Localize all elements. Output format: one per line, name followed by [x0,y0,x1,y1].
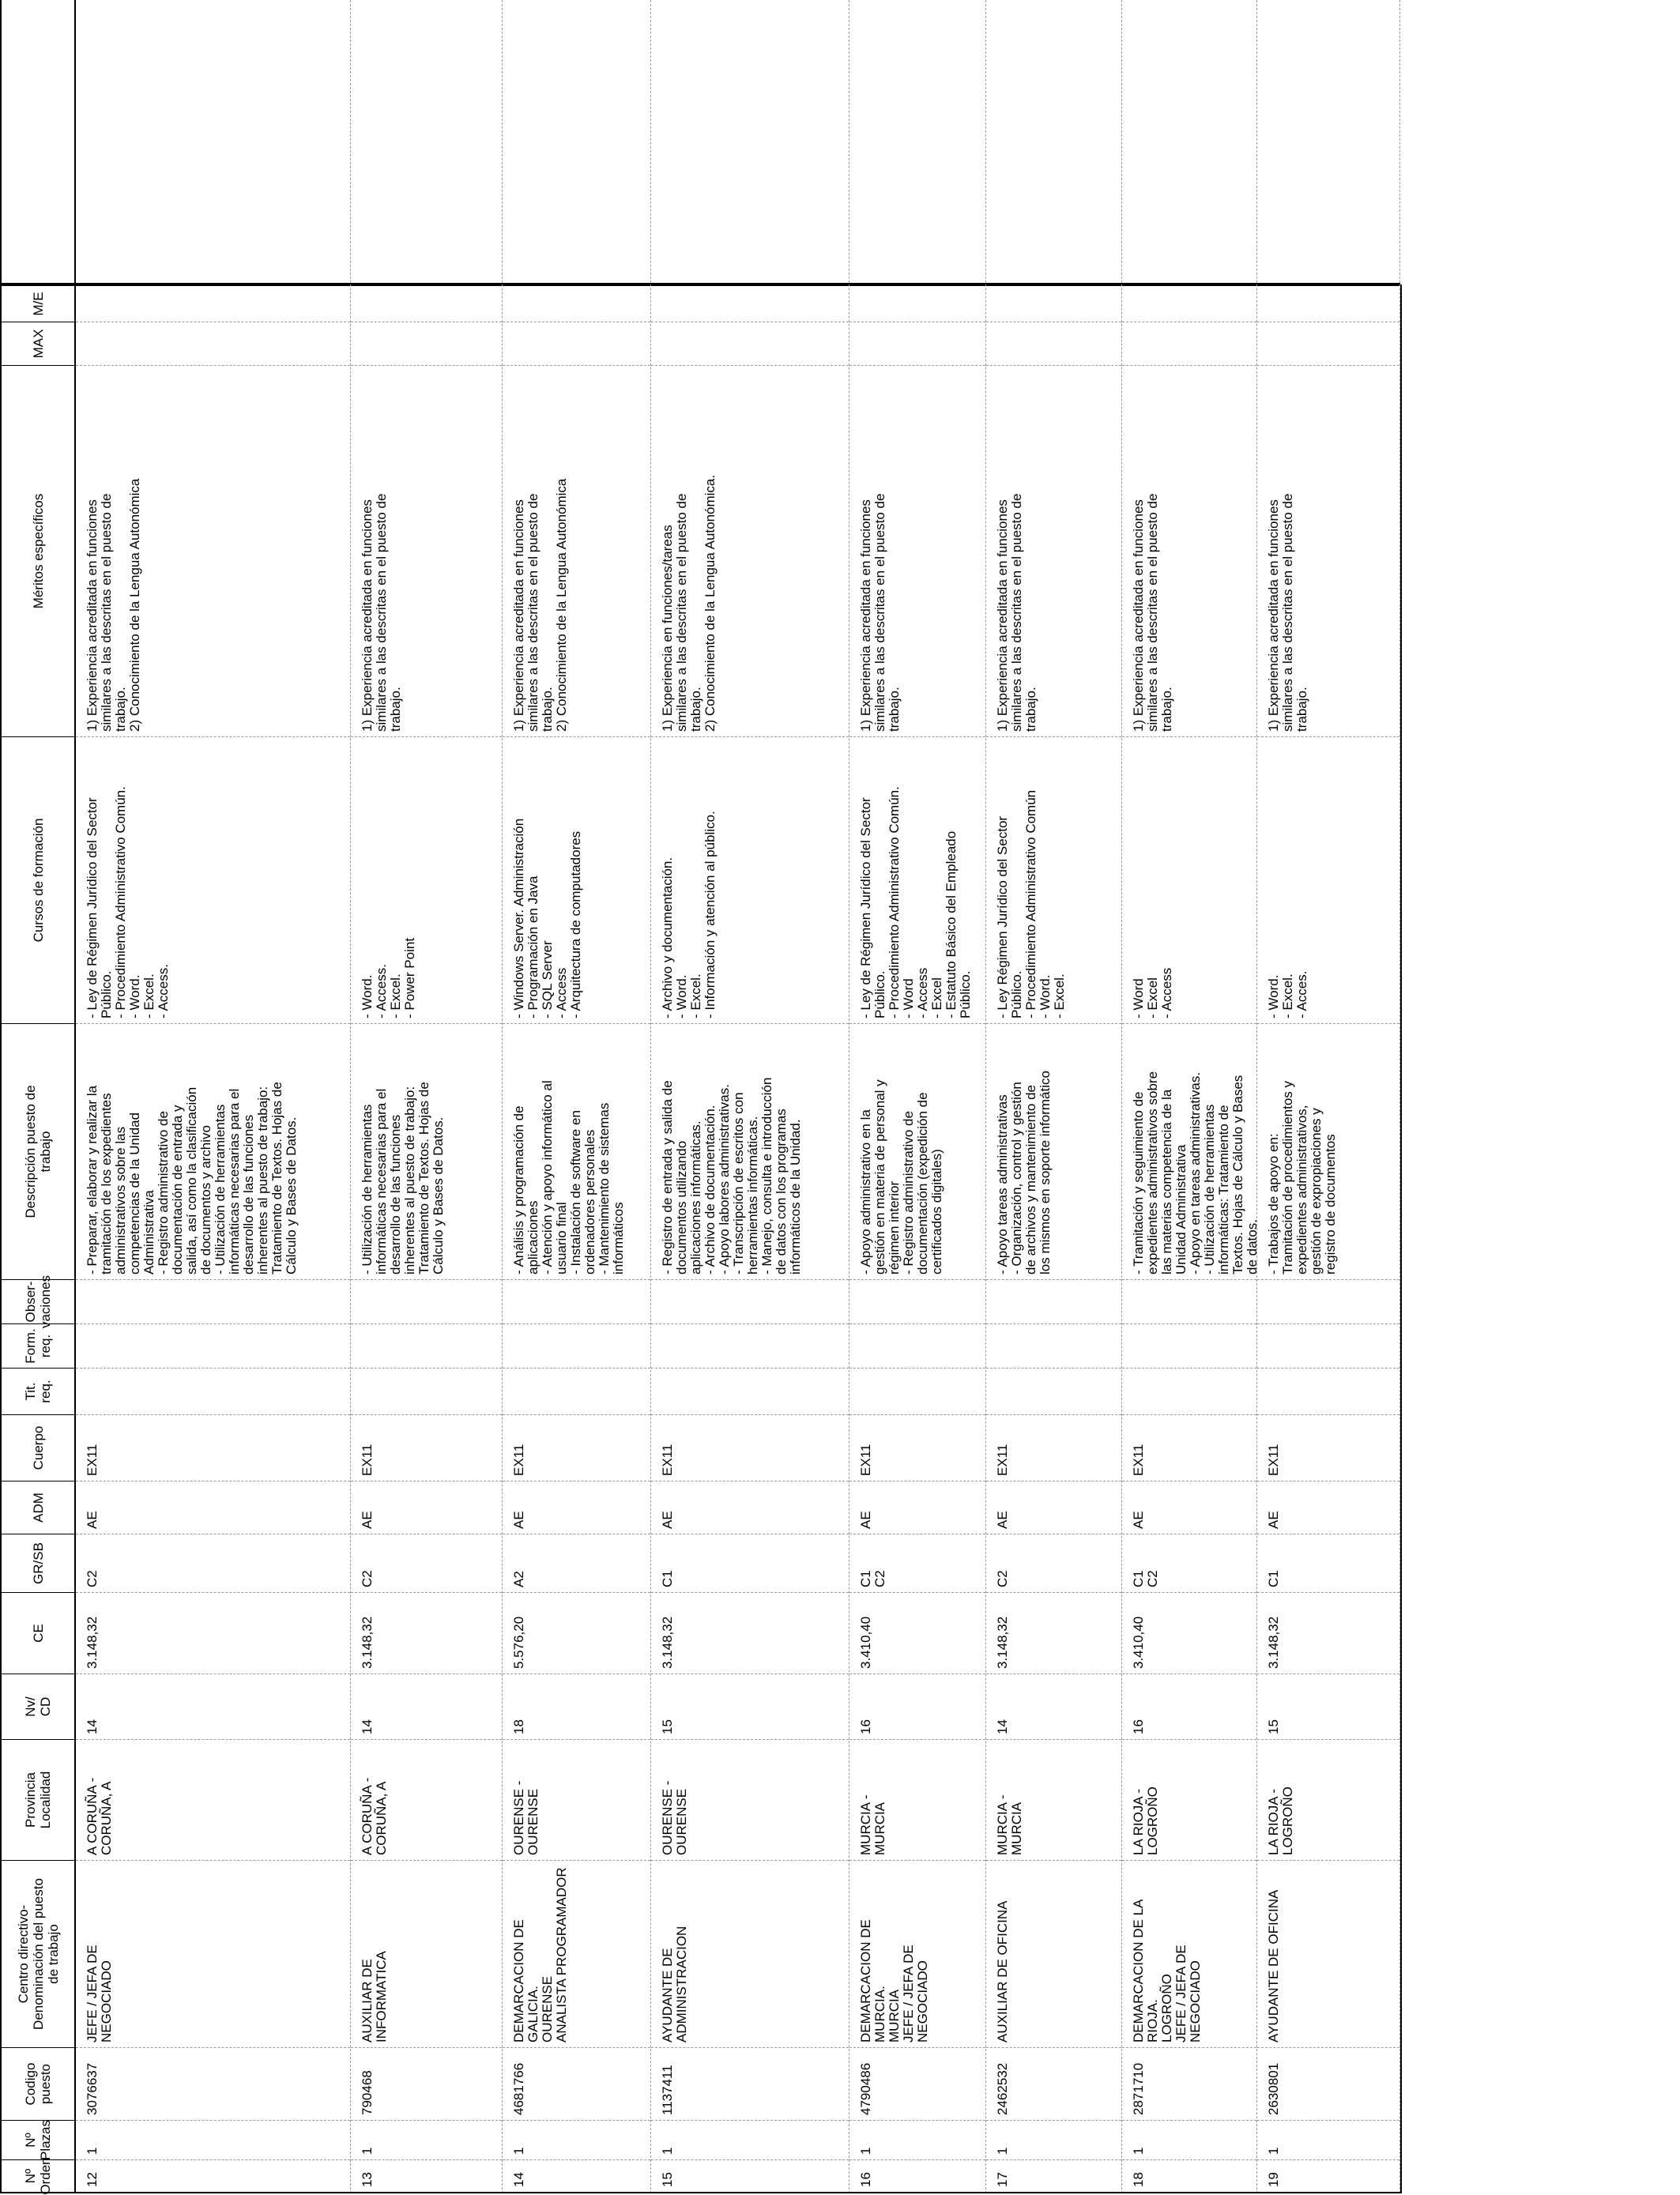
cell-ce: 3.148,32 [651,1593,849,1674]
header-cuerpo: Cuerpo [2,1415,74,1482]
header-cursos: Cursos de formación [2,737,74,1024]
table-row [503,0,651,2193]
cell-codigo: 790468 [351,2048,502,2121]
cell-cursos: - Word - Excel - Access [1122,737,1256,1024]
cell-orden: 18 [1122,2160,1256,2193]
cell-orden: 15 [651,2160,849,2193]
header-orden: Nº Orden [2,2160,74,2193]
cell-meritos: 1) Experiencia en funciones/tareas similares a las descritas en el puesto de trabajo. 2) Conocimiento de la Lengua Autonómica. [651,366,849,737]
cell-max [351,322,502,366]
header-me: M/E [2,284,74,322]
cell-adm: AE [503,1482,650,1534]
cell-grupo: C2 [351,1534,502,1593]
cell-centro [503,1861,650,2048]
cell-formacion [76,1324,350,1369]
cell-me [76,284,350,322]
cell-adm: AE [351,1482,502,1534]
centro-directivo: DEMARCACION DE LA RIOJA. LOGROÑO [1131,1899,1174,2043]
puesto-denominacion: AYUDANTE DE OFICINA [1266,1889,1281,2043]
cell-descripcion: - Apoyo administrativo en la gestión en materia de personal y régimen interior - Registro administrativo de documentación (expedición de certificados digitales) [849,1024,985,1280]
cell-cursos: - Ley Régimen Jurídico del Sector Público. - Procedimiento Administrativo Común - Word. - Excel. [986,737,1121,1024]
header-provincia: Provincia Localidad [2,1740,74,1861]
cell-cuerpo: EX11 [503,1415,650,1482]
cell-provincia: A CORUÑA - CORUÑA, A [76,1740,350,1861]
cell-cursos: - Ley de Régimen Jurídico del Sector Público. - Procedimiento Administrativo Común. - Word - Access - Excel - Estatuto Básico del Empleado Público. [849,737,985,1024]
cell-descripcion: - Apoyo tareas administrativas - Organización, control y gestión de archivos y mantenimiento de los mismos en soporte informático [986,1024,1121,1280]
table-row [849,0,986,2193]
cell-adm: AE [76,1482,350,1534]
puesto-denominacion: AYUDANTE DE ADMINISTRACION [660,1926,689,2043]
cell-orden: 17 [986,2160,1121,2193]
cell-centro [986,1861,1121,2048]
cell-formacion [986,1324,1121,1369]
cell-cuerpo: EX11 [1257,1415,1399,1482]
cell-codigo: 2462532 [986,2048,1121,2121]
cell-meritos: 1) Experiencia acreditada en funciones similares a las descritas en el puesto de trabajo. [849,366,985,737]
cell-max [76,322,350,366]
table-row [76,0,351,2193]
cell-meritos: 1) Experiencia acreditada en funciones similares a las descritas en el puesto de trabajo. 2) Conocimiento de la Lengua Autonómica [503,366,650,737]
cell-codigo: 2630801 [1257,2048,1399,2121]
cell-cursos: - Archivo y documentación. - Word. - Excel. - Información y atención al público. [651,737,849,1024]
cell-formacion [651,1324,849,1369]
cell-descripcion: - Análisis y programación de aplicaciones - Atención y apoyo informático al usuario final - Instalación de software en ordenadores personales - Mantenimiento de sistemas informáticos [503,1024,650,1280]
cell-grupo: C1 C2 [1122,1534,1256,1593]
cell-max [1122,322,1256,366]
table-right-border [0,283,1400,284]
cell-ce: 3.148,32 [986,1593,1121,1674]
cell-codigo: 4681766 [503,2048,650,2121]
table-row [351,0,503,2193]
cell-nivel: 15 [651,1674,849,1740]
header-max: MAX [2,322,74,366]
centro-directivo: DEMARCACION DE GALICIA. OURENSE [511,1919,555,2043]
cell-me [1257,284,1399,322]
cell-meritos: 1) Experiencia acreditada en funciones similares a las descritas en el puesto de trabajo. [1257,366,1399,737]
cell-cursos: - Ley de Régimen Jurídico del Sector Público. - Procedimiento Administrativo Común. - Word. - Excel. - Access. [76,737,350,1024]
header-formacion: Form. req. [2,1324,74,1369]
cell-titulacion [651,1369,849,1415]
cell-grupo: C1 [651,1534,849,1593]
cell-plazas: 1 [503,2121,650,2160]
cell-adm: AE [1257,1482,1399,1534]
cell-observaciones [76,1280,350,1324]
header-descripcion: Descripción puesto de trabajo [2,1024,74,1280]
cell-nivel: 15 [1257,1674,1399,1740]
cell-max [651,322,849,366]
cell-ce: 5.576,20 [503,1593,650,1674]
cell-ce: 3.410,40 [1122,1593,1256,1674]
cell-adm: AE [849,1482,985,1534]
cell-me [849,284,985,322]
table-header [0,0,76,2193]
cell-ce: 3.148,32 [351,1593,502,1674]
cell-max [849,322,985,366]
cell-provincia: A CORUÑA - CORUÑA, A [351,1740,502,1861]
table-row [1122,0,1260,2193]
puesto-denominacion: JEFE / JEFA DE NEGOCIADO [85,1945,114,2043]
cell-cuerpo: EX11 [1122,1415,1256,1482]
cell-cursos: - Word. - Excel. - Acces. [1257,737,1399,1024]
cell-observaciones [1122,1280,1256,1324]
cell-titulacion [503,1369,650,1415]
cell-formacion [351,1324,502,1369]
cell-ce: 3.410,40 [849,1593,985,1674]
header-nivel: Nv/ CD [2,1674,74,1740]
cell-orden: 12 [76,2160,350,2193]
cell-centro [1122,1861,1256,2048]
cell-grupo: C2 [76,1534,350,1593]
cell-titulacion [986,1369,1121,1415]
puesto-denominacion: JEFE / JEFA DE NEGOCIADO [901,1945,930,2043]
cell-formacion [849,1324,985,1369]
cell-meritos: 1) Experiencia acreditada en funciones similares a las descritas en el puesto de trabajo. 2) Conocimiento de la Lengua Autonómica [76,366,350,737]
cell-provincia: LA RIOJA - LOGROÑO [1122,1740,1256,1861]
table-bottom-border [1400,284,1402,2193]
cell-codigo: 2871710 [1122,2048,1256,2121]
table-left-border [0,2192,1400,2193]
cell-plazas: 1 [1122,2121,1256,2160]
cell-provincia: MURCIA - MURCIA [849,1740,985,1861]
cell-cuerpo: EX11 [849,1415,985,1482]
cell-observaciones [849,1280,985,1324]
cell-descripcion: - Utilización de herramientas informáticas necesarias para el desarrollo de las funciones inherentes al puesto de trabajo: Tratamiento de Textos. Hojas de Cálculo y Bases de Datos. [351,1024,502,1280]
cell-plazas: 1 [1257,2121,1399,2160]
cell-max [986,322,1121,366]
centro-directivo: DEMARCACION DE MURCIA. MURCIA [858,1919,902,2043]
puesto-denominacion: AUXILIAR DE INFORMATICA [360,1951,389,2043]
cell-descripcion: - Tramitación y seguimiento de expedientes administrativos sobre las materias competencia de la Unidad Administrativa - Apoyo en tareas administrativas. - Utilización de herramientas informáticas: Tratamiento de Textos. Hojas de Cálculo y Bases de datos. [1122,1024,1256,1280]
cell-observaciones [651,1280,849,1324]
cell-me [351,284,502,322]
cell-me [651,284,849,322]
cell-orden: 19 [1257,2160,1399,2193]
puesto-denominacion: ANALISTA PROGRAMADOR [554,1867,569,2043]
cell-orden: 14 [503,2160,650,2193]
cell-centro [351,1861,502,2048]
cell-descripcion: - Registro de entrada y salida de documentos utilizando aplicaciones informáticas. - Archivo de documentación. - Apoyo labores administrativas. - Transcripción de escritos con herramientas informáticas. - Manejo, consulta e introducción de datos con los programas informáticos de la Unidad. [651,1024,849,1280]
cell-plazas: 1 [986,2121,1121,2160]
puesto-denominacion: JEFE / JEFA DE NEGOCIADO [1173,1945,1203,2043]
cell-plazas: 1 [651,2121,849,2160]
table-row [986,0,1122,2193]
cell-adm: AE [986,1482,1121,1534]
cell-centro [76,1861,350,2048]
cell-observaciones [1257,1280,1399,1324]
cell-cuerpo: EX11 [986,1415,1121,1482]
cell-titulacion [849,1369,985,1415]
cell-orden: 13 [351,2160,502,2193]
cell-provincia: OURENSE - OURENSE [651,1740,849,1861]
cell-me [986,284,1121,322]
cell-plazas: 1 [76,2121,350,2160]
table-row [1257,0,1400,2193]
cell-formacion [503,1324,650,1369]
cell-provincia: MURCIA - MURCIA [986,1740,1121,1861]
cell-titulacion [1122,1369,1256,1415]
cell-centro [849,1861,985,2048]
cell-grupo: C2 [986,1534,1121,1593]
cell-max [503,322,650,366]
cell-codigo: 4790486 [849,2048,985,2121]
cell-grupo: C1 C2 [849,1534,985,1593]
cell-orden: 16 [849,2160,985,2193]
puesto-denominacion: AUXILIAR DE OFICINA [995,1900,1010,2043]
cell-meritos: 1) Experiencia acreditada en funciones similares a las descritas en el puesto de trabajo. [986,366,1121,737]
cell-meritos: 1) Experiencia acreditada en funciones similares a las descritas en el puesto de trabajo. [1122,366,1256,737]
cell-formacion [1122,1324,1256,1369]
cell-ce: 3.148,32 [76,1593,350,1674]
cell-observaciones [503,1280,650,1324]
header-codigo: Codigo puesto [2,2048,74,2121]
cell-centro [651,1861,849,2048]
cell-plazas: 1 [351,2121,502,2160]
cell-cursos: - Windows Server. Administración - Programación en Java - SQL Server - Access - Arquitectura de computadores [503,737,650,1024]
header-ce: CE [2,1593,74,1674]
cell-grupo: C1 [1257,1534,1399,1593]
cell-descripcion: - Preparar, elaborar y realizar la tramitación de los expedientes administrativos sobre las competencias de la Unidad Administrativa - Registro administrativo de documentación de entrada y salida, así como la clasificación de documentos y archivo - Utilización de herramientas informáticas necesarias para el desarrollo de las funciones inherentes al puesto de trabajo: Tratamiento de Textos. Hojas de Cálculo y Bases de Datos. [76,1024,350,1280]
cell-adm: AE [651,1482,849,1534]
cell-provincia: LA RIOJA - LOGROÑO [1257,1740,1399,1861]
cell-cursos: - Word. - Access. - Excel. - Power Point [351,737,502,1024]
cell-nivel: 14 [986,1674,1121,1740]
cell-centro [1257,1861,1399,2048]
cell-cuerpo: EX11 [351,1415,502,1482]
cell-observaciones [351,1280,502,1324]
cell-meritos: 1) Experiencia acreditada en funciones similares a las descritas en el puesto de trabajo. [351,366,502,737]
cell-plazas: 1 [849,2121,985,2160]
cell-codigo: 3076637 [76,2048,350,2121]
header-plazas: Nº Plazas [2,2121,74,2160]
header-centro: Centro directivo- Denominación del puesto de trabajo [2,1861,74,2048]
cell-nivel: 14 [351,1674,502,1740]
cell-adm: AE [1122,1482,1256,1534]
cell-descripcion: - Trabajos de apoyo en: Tramitación de procedimientos y expedientes administrativos, gestión de expropiaciones y registro de documentos [1257,1024,1399,1280]
cell-provincia: OURENSE - OURENSE [503,1740,650,1861]
header-observaciones: Obser- vaciones [2,1280,74,1324]
header-grupo: GR/SB [2,1534,74,1593]
header-meritos: Méritos específicos [2,366,74,737]
header-titulacion: Tit. req. [2,1369,74,1415]
cell-nivel: 16 [849,1674,985,1740]
cell-cuerpo: EX11 [651,1415,849,1482]
cell-nivel: 16 [1122,1674,1256,1740]
cell-me [503,284,650,322]
cell-cuerpo: EX11 [76,1415,350,1482]
cell-grupo: A2 [503,1534,650,1593]
cell-max [1257,322,1399,366]
cell-titulacion [76,1369,350,1415]
cell-formacion [1257,1324,1399,1369]
table-row [651,0,849,2193]
cell-titulacion [351,1369,502,1415]
cell-ce: 3.148,32 [1257,1593,1399,1674]
cell-observaciones [986,1280,1121,1324]
cell-nivel: 14 [76,1674,350,1740]
cell-codigo: 1137411 [651,2048,849,2121]
cell-nivel: 18 [503,1674,650,1740]
cell-titulacion [1257,1369,1399,1415]
cell-me [1122,284,1256,322]
header-adm: ADM [2,1482,74,1534]
